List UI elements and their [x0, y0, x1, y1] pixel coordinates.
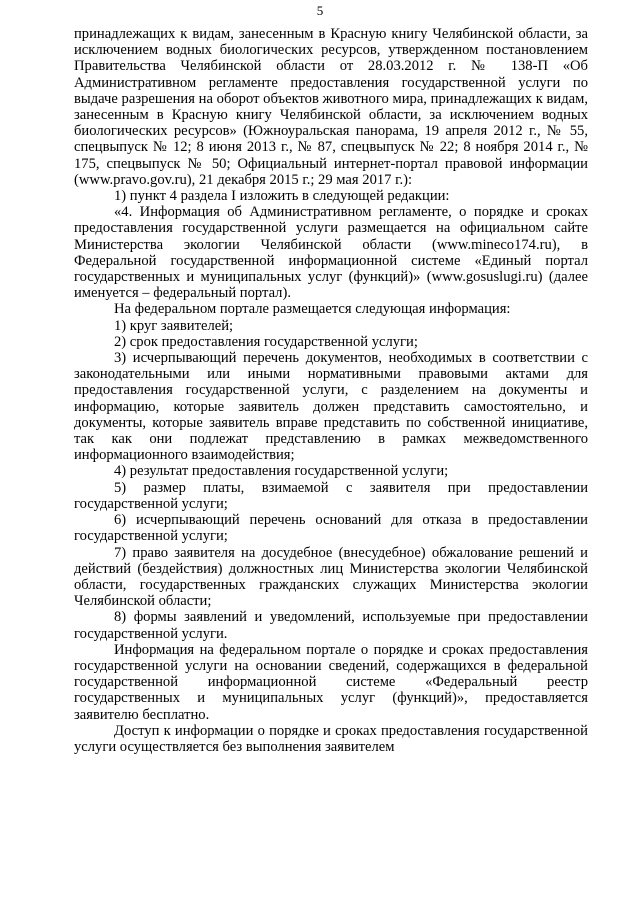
paragraph: 1) пункт 4 раздела I изложить в следующей редакции:	[114, 188, 450, 205]
paragraph: принадлежащих к видам, занесенным в Красную книгу Челябинской области, за исключением водных биологических ресурсов, утвержденном постановлением Правительства Челябинской области от 28.03.2012 г. № 138-П «Об Административном регламенте предоставления государственной услуги по выдаче разрешения на оборот объектов животного мира, принадлежащих к видам, занесенным в Красную книгу Челябинской области, за исключением водных биологических ресурсов» (Южноуральская панорама, 19 апреля 2012 г., № 55, спецвыпуск № 12; 8 июня 2013 г., № 87, спецвыпуск № 22; 8 ноября 2014 г., № 175, спецвыпуск № 50; Официальный интернет-портал правовой информации (www.pravo.gov.ru), 21 декабря 2015 г.; 29 мая 2017 г.):	[74, 26, 588, 188]
list-item: 7) право заявителя на досудебное (внесудебное) обжалование решений и действий (бездействия) должностных лиц Министерства экологии Челябинской области, государственных гражданских служащих Министерства экологии Челябинской области;	[74, 544, 588, 610]
paragraph: На федеральном портале размещается следующая информация:	[114, 301, 511, 318]
list-item: 6) исчерпывающий перечень оснований для отказа в предоставлении государственной услуги;	[74, 512, 588, 545]
page-number: 5	[316, 3, 324, 18]
document-body	[74, 26, 588, 755]
list-item: 5) размер платы, взимаемой с заявителя при предоставлении государственной услуги;	[74, 479, 588, 512]
paragraph: Доступ к информации о порядке и сроках предоставления государственной услуги осуществляется без выполнения заявителем	[74, 722, 588, 755]
paragraph: Информация на федеральном портале о порядке и сроках предоставления государственной услуги на основании сведений, содержащихся в федеральной государственной информационной системе «Федеральный реестр государственных и муниципальных услуг (функций)», предоставляется заявителю бесплатно.	[74, 641, 588, 723]
list-item: 2) срок предоставления государственной услуги;	[114, 333, 418, 350]
list-item: 8) формы заявлений и уведомлений, используемые при предоставлении государственной услуги.	[74, 609, 588, 642]
list-item: 3) исчерпывающий перечень документов, необходимых в соответствии с законодательными или иными нормативными правовыми актами для предоставления государственной услуги, с разделением на документы и информацию, которые заявитель должен представить самостоятельно, и документы, которые заявитель вправе представить по собственной инициативе, так как они подлежат представлению в рамках межведомственного информационного взаимодействия;	[74, 350, 588, 464]
list-item: 4) результат предоставления государственной услуги;	[114, 463, 449, 480]
paragraph: «4. Информация об Административном регламенте, о порядке и сроках предоставления государственной услуги размещается на официальном сайте Министерства экологии Челябинской области (www.mineco174.ru), в Федеральной государственной информационной системе «Единый портал государственных и муниципальных услуг (функций)» (www.gosuslugi.ru) (далее именуется – федеральный портал).	[74, 204, 588, 302]
list-item: 1) круг заявителей;	[114, 317, 234, 334]
